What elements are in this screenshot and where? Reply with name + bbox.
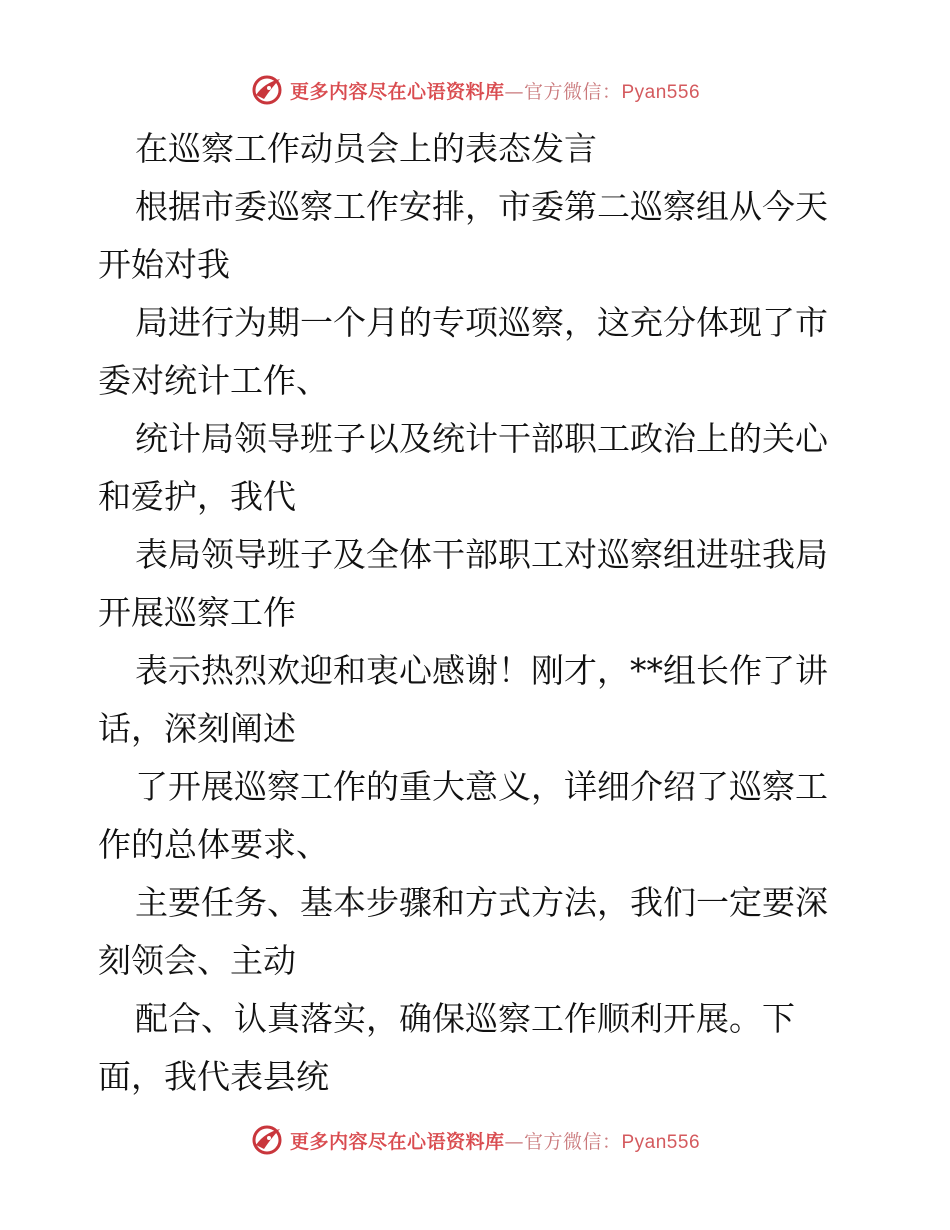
pen-nib-logo-icon: [250, 73, 284, 107]
text-line: 统计局领导班子以及统计干部职工政治上的关心: [135, 419, 828, 458]
text-line: 开展巡察工作: [98, 593, 296, 632]
text-line: 刻领会、主动: [98, 941, 296, 980]
text-line: 面，我代表县统: [98, 1057, 329, 1096]
text-line: 委对统计工作、: [98, 361, 329, 400]
text-line: 了开展巡察工作的重大意义，详细介绍了巡察工: [135, 767, 828, 806]
text-line: 表示热烈欢迎和衷心感谢！刚才，**组长作了讲: [135, 651, 828, 690]
text-line: 根据市委巡察工作安排，市委第二巡察组从今天: [135, 187, 828, 226]
text-line: 话，深刻阐述: [98, 709, 296, 748]
footer-banner: [0, 1120, 950, 1160]
text-line: 主要任务、基本步骤和方式方法，我们一定要深: [135, 883, 828, 922]
text-line: 作的总体要求、: [98, 825, 329, 864]
pen-nib-logo-icon: [250, 1123, 284, 1157]
text-line: 配合、认真落实，确保巡察工作顺利开展。下: [135, 999, 795, 1038]
document-title: 在巡察工作动员会上的表态发言: [135, 129, 597, 168]
text-line: 和爱护，我代: [98, 477, 296, 516]
text-line: 开始对我: [98, 245, 230, 284]
header-banner: [0, 70, 950, 110]
header-banner-text: 更多内容尽在心语资料库—官方微信：Pyan556: [289, 80, 701, 103]
document-body: [98, 120, 858, 1106]
text-line: 表局领导班子及全体干部职工对巡察组进驻我局: [135, 535, 828, 574]
footer-banner-text: 更多内容尽在心语资料库—官方微信：Pyan556: [289, 1130, 701, 1153]
text-line: 局进行为期一个月的专项巡察，这充分体现了市: [135, 303, 828, 342]
